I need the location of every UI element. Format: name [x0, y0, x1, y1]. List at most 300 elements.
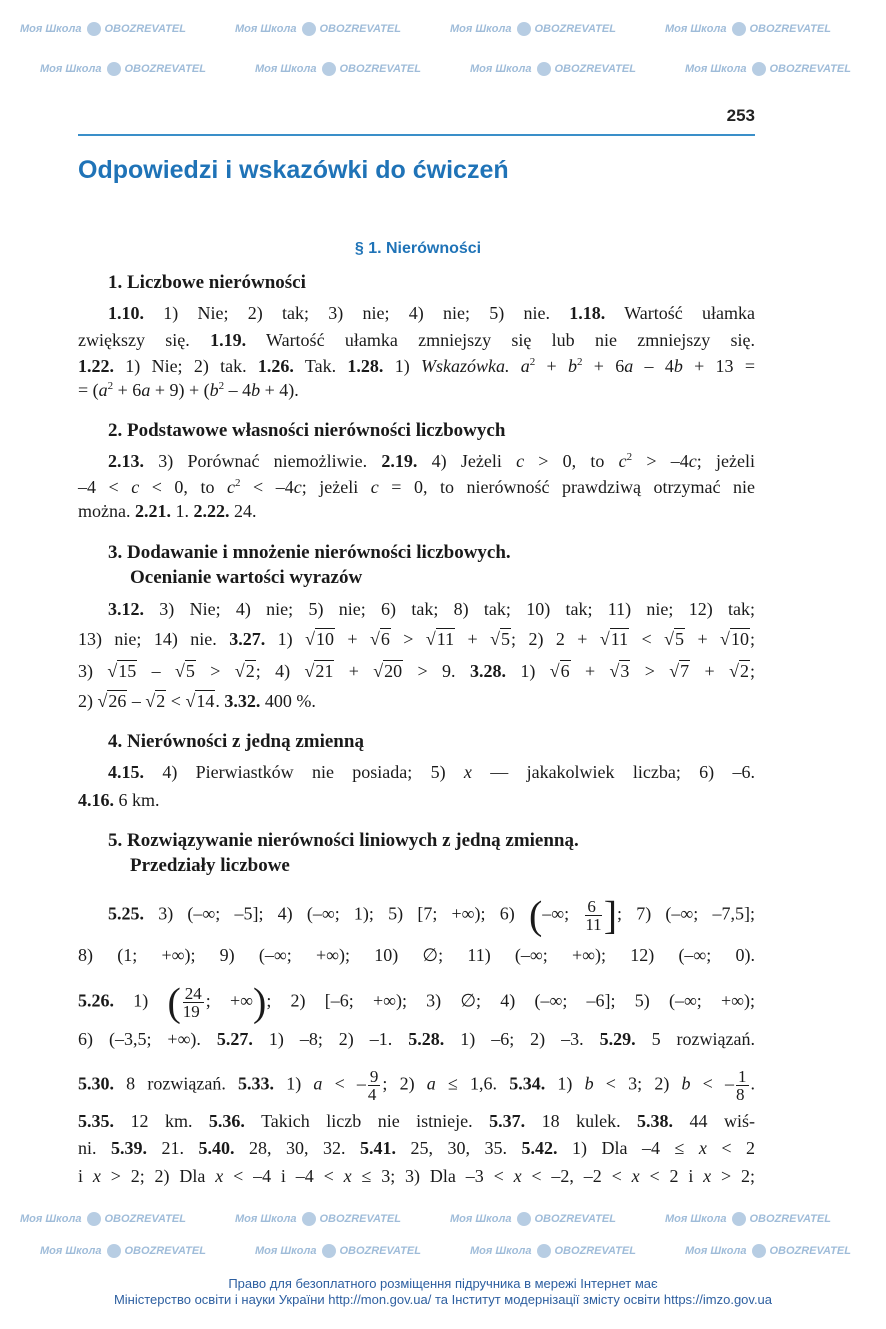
square-root	[373, 660, 403, 681]
text: ;	[749, 661, 755, 681]
fraction	[368, 1068, 381, 1103]
text: +	[570, 661, 610, 681]
radical-sign-icon: √	[145, 691, 156, 711]
exercise-number: 5.35.	[78, 1111, 114, 1131]
watermark: Моя Школа OBOZREVATEL	[235, 1212, 401, 1225]
watermark-logo-icon	[732, 22, 746, 36]
answer-line	[78, 328, 755, 352]
exercise-number: 2.21.	[134, 501, 171, 521]
subsection-heading	[78, 854, 755, 878]
radical-sign-icon: √	[373, 661, 384, 681]
exercise-number: 5.25.	[108, 903, 144, 924]
text: > 2; 2) Dla	[100, 1166, 216, 1186]
watermark: Моя Школа OBOZREVATEL	[20, 22, 186, 35]
large-bracket: )	[252, 979, 267, 1025]
exponent: 2	[107, 380, 114, 392]
text: +	[690, 661, 730, 681]
radicand: 2	[739, 661, 749, 681]
italic-text: b	[681, 1073, 691, 1094]
watermark-logo-icon	[107, 1244, 121, 1258]
text: Przedziały liczbowe	[130, 855, 290, 876]
numerator: 1	[738, 1067, 747, 1086]
exponent: 2	[577, 356, 583, 368]
exercise-number: 2.19.	[381, 451, 418, 471]
radical-sign-icon: √	[664, 629, 675, 649]
watermark: Моя Школа OBOZREVATEL	[255, 1244, 421, 1257]
watermark: Моя Школа OBOZREVATEL	[20, 1212, 186, 1225]
square-root	[370, 628, 391, 649]
answer-line	[78, 892, 755, 938]
text: ;	[749, 629, 755, 649]
watermark-logo-icon	[517, 22, 531, 36]
exercise-number: 3.28.	[469, 661, 506, 681]
large-bracket: ]	[603, 892, 618, 938]
radicand: 26	[108, 691, 127, 711]
text: ≤ 3; 3) Dla –3 <	[351, 1166, 514, 1186]
radicand: 2	[156, 691, 166, 711]
exponent: 2	[235, 477, 241, 489]
text: 400 %.	[260, 691, 316, 711]
watermark: Моя Школа OBOZREVATEL	[685, 1244, 851, 1257]
square-root	[720, 628, 750, 649]
text: 3) (–∞; –5]; 4) (–∞; 1); 5) [7; +∞); 6)	[144, 903, 529, 924]
italic-text: a	[98, 380, 108, 400]
square-root	[729, 660, 750, 681]
watermark-logo-icon	[302, 22, 316, 36]
exercise-number: 2.22.	[193, 501, 230, 521]
subsection-heading	[78, 271, 755, 295]
radical-sign-icon: √	[185, 691, 196, 711]
radicand: 2	[245, 661, 255, 681]
text: 1)	[545, 1073, 585, 1094]
answer-line	[78, 499, 755, 523]
radical-sign-icon: √	[97, 691, 108, 711]
text: +	[334, 661, 374, 681]
text: 3) Porównać niemożliwie.	[144, 451, 382, 471]
footer-notice	[0, 1276, 886, 1308]
radicand: 10	[730, 629, 749, 649]
italic-text: b	[584, 1073, 594, 1094]
text: ≤ 1,6.	[435, 1073, 510, 1094]
italic-text: a	[141, 380, 151, 400]
radical-sign-icon: √	[490, 629, 501, 649]
answer-line	[78, 354, 755, 378]
text: < –4	[240, 477, 294, 497]
watermark-logo-icon	[732, 1212, 746, 1226]
exercise-number: 1.22.	[78, 356, 114, 376]
text: < 2	[706, 1138, 756, 1158]
answer-line	[78, 597, 755, 621]
text: >	[630, 661, 670, 681]
answer-line	[78, 1164, 755, 1188]
exercise-number: 1.18.	[569, 303, 606, 323]
italic-text: x	[513, 1166, 522, 1186]
text: i	[78, 1166, 93, 1186]
text: 5 rozwiązań.	[635, 1029, 756, 1049]
text: 3)	[78, 661, 108, 681]
radicand: 20	[384, 661, 403, 681]
watermark-logo-icon	[752, 62, 766, 76]
text: –4 <	[78, 477, 132, 497]
answer-line	[78, 1136, 755, 1160]
italic-text: x	[343, 1166, 352, 1186]
watermark-logo-icon	[107, 62, 121, 76]
radical-sign-icon: √	[234, 661, 245, 681]
text: +	[455, 629, 491, 649]
radical-sign-icon: √	[425, 629, 436, 649]
radicand: 5	[185, 661, 195, 681]
text: ; jeżeli	[301, 477, 371, 497]
text: Wartość ułamka	[605, 303, 755, 323]
text: 4) Jeżeli	[417, 451, 517, 471]
square-root	[98, 690, 128, 711]
radicand: 11	[436, 629, 455, 649]
exercise-number: 5.39.	[111, 1138, 147, 1158]
square-root	[669, 660, 690, 681]
exercise-number: 4.16.	[78, 790, 114, 810]
watermark-logo-icon	[87, 22, 101, 36]
watermark: Моя Школа OBOZREVATEL	[685, 62, 851, 75]
italic-text: c	[688, 451, 697, 471]
exercise-number: 3.12.	[108, 599, 144, 619]
radical-sign-icon: √	[609, 661, 620, 681]
radicand: 21	[315, 661, 334, 681]
radical-sign-icon: √	[729, 661, 739, 681]
subsection-heading	[78, 541, 755, 565]
page-number: 253	[726, 106, 755, 125]
text: 1)	[274, 1073, 314, 1094]
italic-text: Wskazówka. a	[420, 356, 530, 376]
denominator: 8	[736, 1085, 745, 1104]
square-root	[304, 660, 334, 681]
text: +	[535, 356, 568, 376]
radical-sign-icon: √	[549, 661, 560, 681]
text: 1. Liczbowe nierówności	[108, 272, 306, 293]
numerator: 9	[369, 1067, 379, 1086]
text: +	[334, 629, 370, 649]
numerator: 6	[585, 898, 601, 916]
text: + 13 =	[682, 356, 755, 376]
exercise-number: 1.28.	[347, 356, 384, 376]
exercise-number: 5.29.	[599, 1029, 636, 1049]
radicand: 14	[196, 691, 215, 711]
radical-sign-icon: √	[669, 661, 680, 681]
radicand: 6	[560, 661, 570, 681]
text: 28, 30, 32.	[234, 1138, 360, 1158]
exercise-number: 5.40.	[198, 1138, 235, 1158]
exercise-number: 5.33.	[238, 1073, 275, 1094]
text: 8 rozwiązań.	[114, 1073, 239, 1094]
text: 1)	[114, 990, 168, 1011]
square-root	[609, 660, 630, 681]
text: 1) Nie; 2) tak.	[114, 356, 258, 376]
answer-line	[78, 449, 755, 473]
square-root	[175, 660, 196, 681]
answer-line	[78, 378, 755, 402]
radicand: 6	[380, 629, 390, 649]
italic-text: x	[703, 1166, 712, 1186]
answer-line	[78, 627, 755, 651]
watermark-logo-icon	[752, 1244, 766, 1258]
watermark-logo-icon	[537, 62, 551, 76]
text: 6) (–3,5; +∞).	[78, 1029, 217, 1049]
answer-line	[78, 1067, 756, 1104]
text: <	[166, 691, 186, 711]
answer-line	[78, 689, 755, 713]
text: 13) nie; 14) nie.	[78, 629, 230, 649]
text: 25, 30, 35.	[396, 1138, 522, 1158]
denominator: 19	[182, 1002, 200, 1021]
text: ni.	[78, 1138, 111, 1158]
watermark: Моя Школа OBOZREVATEL	[450, 1212, 616, 1225]
text: < –2, –2 <	[521, 1166, 632, 1186]
text: –	[137, 661, 176, 681]
text: < 2 i	[639, 1166, 704, 1186]
text: >	[390, 629, 426, 649]
square-root	[145, 690, 166, 711]
text: > 9.	[403, 661, 470, 681]
text: – 4	[633, 356, 674, 376]
text: ; 7) (–∞; –7,5];	[617, 903, 755, 924]
answer-line	[78, 475, 755, 499]
exercise-number: 3.27.	[229, 629, 266, 649]
large-bracket: (	[528, 892, 543, 938]
exercise-number: 5.28.	[408, 1029, 445, 1049]
text: <	[629, 629, 665, 649]
watermark-logo-icon	[322, 62, 336, 76]
exercise-number: 5.38.	[637, 1111, 674, 1131]
watermark-logo-icon	[302, 1212, 316, 1226]
exercise-number: 1.19.	[210, 330, 247, 350]
text: < –	[322, 1073, 366, 1094]
text: Wartość ułamka zmniejszy się lub nie zmniejszy się.	[246, 330, 756, 350]
radical-sign-icon: √	[720, 629, 730, 649]
text: 44 wiś-	[673, 1111, 755, 1131]
text: Ocenianie wartości wyrazów	[130, 567, 363, 588]
text: < 3; 2)	[593, 1073, 682, 1094]
text: 18 kulek.	[525, 1111, 638, 1131]
exercise-number: 5.36.	[208, 1111, 245, 1131]
answer-line	[78, 659, 755, 683]
fraction	[585, 898, 601, 933]
text: ; 2) [–6; +∞); 3) ∅; 4) (–∞; –6]; 5) (–∞; +∞);	[266, 990, 756, 1011]
square-root	[550, 660, 571, 681]
radical-sign-icon: √	[175, 661, 185, 681]
radicand: 5	[501, 629, 511, 649]
radicand: 7	[680, 661, 690, 681]
italic-text: c	[370, 477, 379, 497]
watermark: Моя Школа OBOZREVATEL	[40, 62, 206, 75]
text: + 9) + (	[150, 380, 210, 400]
exercise-number: 5.37.	[489, 1111, 526, 1131]
text: + 6	[582, 356, 625, 376]
text: 3) Nie; 4) nie; 5) nie; 6) tak; 8) tak; 10) tak; 11) nie; 12) tak;	[144, 599, 755, 619]
square-root	[107, 660, 137, 681]
radical-sign-icon: √	[304, 661, 315, 681]
text: 21.	[147, 1138, 199, 1158]
watermark: Моя Школа OBOZREVATEL	[235, 22, 401, 35]
italic-text: x	[215, 1166, 224, 1186]
italic-text: c	[227, 477, 235, 497]
italic-text: c	[618, 451, 627, 471]
header-rule	[78, 134, 755, 136]
square-root	[664, 628, 685, 649]
watermark-logo-icon	[322, 1244, 336, 1258]
text: < 0, to	[139, 477, 227, 497]
text: 2)	[78, 691, 98, 711]
exercise-number: 5.41.	[360, 1138, 396, 1158]
subsection-heading	[78, 419, 755, 443]
radicand: 5	[675, 629, 685, 649]
italic-text: c	[131, 477, 140, 497]
answer-line	[78, 943, 755, 967]
text: ; 4)	[255, 661, 305, 681]
italic-text: x	[92, 1166, 101, 1186]
exercise-number: 1.10.	[108, 303, 144, 323]
text: > –4	[632, 451, 689, 471]
text: 1) Dla –4 ≤	[557, 1138, 699, 1158]
italic-text: b	[209, 380, 219, 400]
text: 1.	[170, 501, 194, 521]
watermark-logo-icon	[87, 1212, 101, 1226]
square-root	[305, 628, 335, 649]
italic-text: b	[568, 356, 577, 376]
watermark: Моя Школа OBOZREVATEL	[470, 1244, 636, 1257]
radicand: 15	[118, 661, 137, 681]
text: Takich liczb nie istnieje.	[244, 1111, 490, 1131]
exponent: 2	[529, 356, 536, 368]
watermark: Моя Школа OBOZREVATEL	[255, 62, 421, 75]
text: < –4 i –4 <	[223, 1166, 344, 1186]
radicand: 10	[315, 629, 334, 649]
text: 8) (1; +∞); 9) (–∞; +∞); 10) ∅; 11) (–∞; +∞); 12) (–∞; 0).	[78, 945, 755, 965]
italic-text: x	[631, 1166, 640, 1186]
text: można.	[78, 501, 135, 521]
radical-sign-icon: √	[369, 629, 380, 649]
denominator: 11	[585, 915, 602, 934]
watermark-logo-icon	[517, 1212, 531, 1226]
italic-text: x	[463, 762, 472, 782]
italic-text: a	[313, 1073, 323, 1094]
watermark: Моя Школа OBOZREVATEL	[470, 62, 636, 75]
text: + 4).	[260, 380, 299, 400]
fraction	[736, 1068, 749, 1103]
radicand: 3	[620, 661, 630, 681]
text: 5. Rozwiązywanie nierówności liniowych z jedną zmienną.	[108, 830, 579, 851]
text: 1)	[505, 661, 550, 681]
radical-sign-icon: √	[599, 629, 610, 649]
footer-line-2: Міністерство освіти і науки України http://mon.gov.ua/ та Інститут модернізації змісту освіти https://imzo.gov.ua	[113, 1292, 773, 1307]
text: = (	[78, 380, 99, 400]
text: 1)	[383, 356, 421, 376]
answer-line	[78, 1109, 755, 1133]
exercise-number: 2.13.	[108, 451, 144, 471]
square-root	[426, 628, 455, 649]
text: –	[127, 691, 146, 711]
text: ; 2)	[382, 1073, 427, 1094]
footer-line-1: Право для безоплатного розміщення підручника в мережі Інтернет має	[228, 1276, 658, 1291]
exercise-number: 3.32.	[224, 691, 261, 711]
italic-text: b	[673, 356, 683, 376]
subsection-heading	[78, 829, 755, 853]
text: > 2;	[711, 1166, 756, 1186]
text: ; 2) 2 +	[511, 629, 600, 649]
denominator: 4	[367, 1085, 377, 1104]
exercise-number: 1.26.	[257, 356, 294, 376]
text: 1) Nie; 2) tak; 3) nie; 4) nie; 5) nie.	[144, 303, 570, 323]
watermark: Моя Школа OBOZREVATEL	[450, 22, 616, 35]
radical-sign-icon: √	[107, 661, 118, 681]
watermark: Моя Школа OBOZREVATEL	[40, 1244, 206, 1257]
text: 1)	[265, 629, 306, 649]
text: >	[195, 661, 235, 681]
text: 6 km.	[114, 790, 160, 810]
subsection-heading	[78, 730, 755, 754]
text: 3. Dodawanie i mnożenie nierówności liczbowych.	[108, 542, 511, 563]
watermark-logo-icon	[537, 1244, 551, 1258]
text: –∞;	[542, 903, 584, 924]
italic-text: c	[516, 451, 525, 471]
exercise-number: 4.15.	[108, 762, 144, 782]
text: + 6	[113, 380, 142, 400]
text: > 0, to	[524, 451, 619, 471]
text: .	[750, 1073, 756, 1094]
answer-line	[78, 788, 755, 812]
text: +	[685, 629, 721, 649]
radicand: 11	[610, 629, 629, 649]
exponent: 2	[626, 451, 633, 463]
radical-sign-icon: √	[305, 629, 315, 649]
text: — jakakolwiek liczba; 6) –6.	[471, 762, 755, 782]
answer-line	[78, 979, 756, 1025]
italic-text: x	[698, 1138, 707, 1158]
text: 1) –8; 2) –1.	[252, 1029, 409, 1049]
square-root	[600, 628, 629, 649]
text: ; +∞	[205, 990, 253, 1011]
page-title: Odpowiedzi i wskazówki do ćwiczeń	[78, 156, 509, 184]
fraction	[183, 985, 204, 1020]
text: < –	[690, 1073, 735, 1094]
answer-line	[78, 1027, 755, 1051]
text: 4. Nierówności z jedną zmienną	[108, 731, 364, 752]
answer-line	[78, 760, 755, 784]
square-root	[185, 690, 215, 711]
section-heading: § 1. Nierówności	[354, 240, 482, 257]
text: 2. Podstawowe własności nierówności liczbowych	[108, 420, 506, 441]
subsection-heading	[78, 566, 755, 590]
text: 1) –6; 2) –3.	[444, 1029, 600, 1049]
exercise-number: 5.42.	[521, 1138, 558, 1158]
text: ; jeżeli	[696, 451, 755, 471]
text: Tak.	[293, 356, 348, 376]
text: zwiększy się.	[78, 330, 211, 350]
square-root	[490, 628, 511, 649]
italic-text: a	[426, 1073, 436, 1094]
exponent: 2	[218, 380, 225, 392]
large-bracket: (	[167, 979, 181, 1025]
text: 12 km.	[114, 1111, 209, 1131]
exercise-number: 5.34.	[509, 1073, 546, 1094]
square-root	[235, 660, 256, 681]
numerator: 24	[184, 984, 202, 1003]
text: = 0, to nierówność prawdziwą otrzymać nie	[378, 477, 756, 497]
text: .	[215, 691, 225, 711]
watermark: Моя Школа OBOZREVATEL	[665, 1212, 831, 1225]
exercise-number: 5.26.	[78, 990, 114, 1011]
answer-line	[78, 301, 755, 325]
italic-text: b	[251, 380, 261, 400]
text: 4) Pierwiastków nie posiada; 5)	[144, 762, 464, 782]
